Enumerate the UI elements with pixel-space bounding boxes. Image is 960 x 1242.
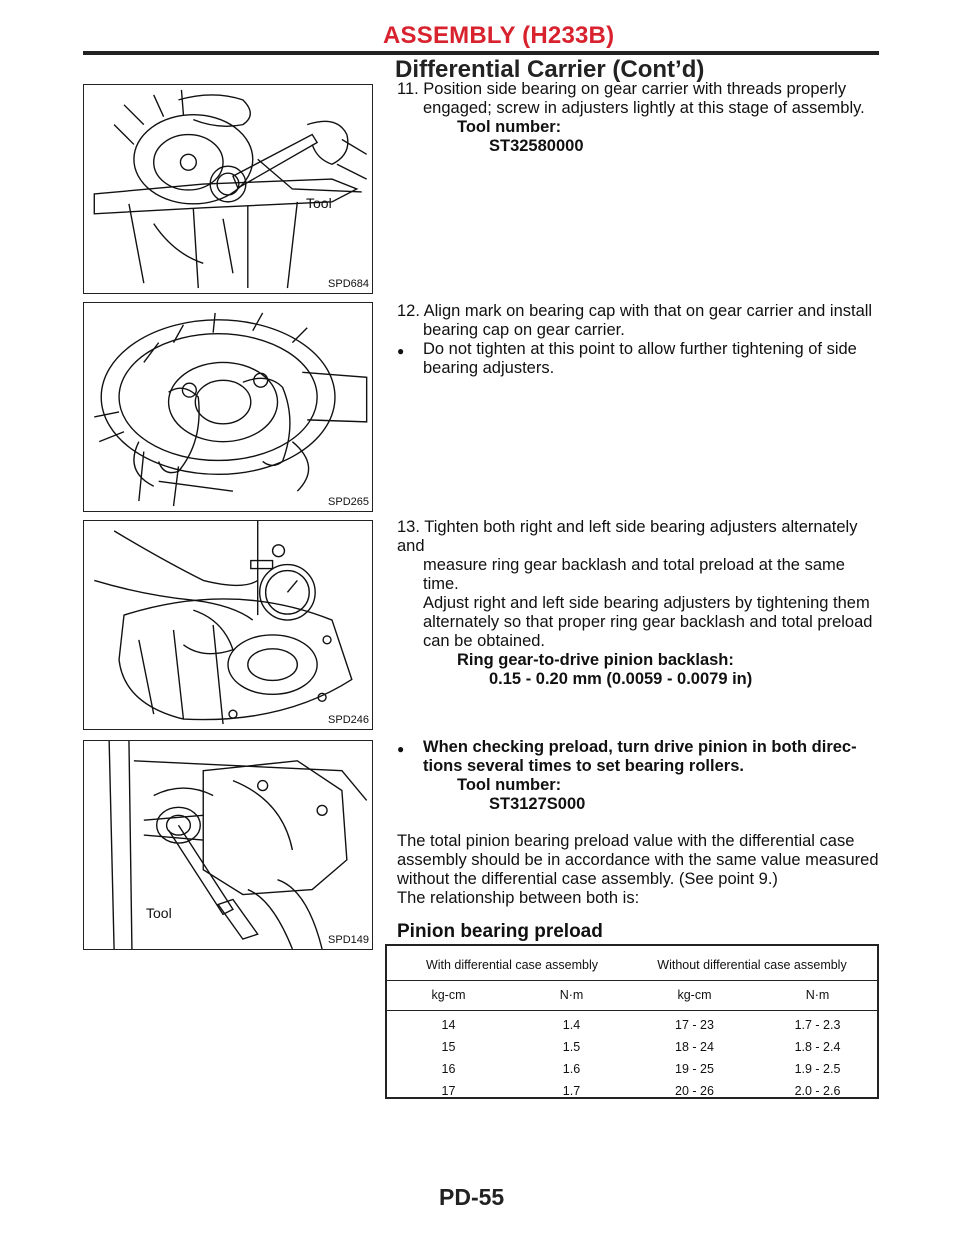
step-text: measure ring gear backlash and total preload at the same time. xyxy=(423,556,845,593)
preload-check xyxy=(397,738,881,814)
paragraph-text: assembly should be in accordance with the same value measured xyxy=(397,851,879,869)
paragraph-text: without the differential case assembly. (See point 9.) xyxy=(397,870,778,888)
note-text: tions several times to set bearing rollers. xyxy=(423,757,744,775)
illustration-bearing-cap xyxy=(84,303,372,511)
table-cell: 1.9 - 2.5 xyxy=(794,1062,841,1076)
table-unit-header: N·m xyxy=(805,988,830,1002)
tool-number: ST3127S000 xyxy=(489,795,586,813)
table-cell: 19 - 25 xyxy=(675,1062,714,1076)
note-text: Do not tighten at this point to allow further tightening of side xyxy=(423,340,857,358)
table-cell: 1.6 xyxy=(562,1062,581,1076)
table-unit-header: kg-cm xyxy=(677,988,712,1002)
table-cell: 15 xyxy=(441,1040,456,1054)
note-text: When checking preload, turn drive pinion in both direc- xyxy=(423,738,857,756)
figure-code: SPD684 xyxy=(328,278,369,290)
step-note xyxy=(397,340,881,378)
step-text: 11. Position side bearing on gear carrier with threads properly xyxy=(397,80,847,98)
tool-label: Tool xyxy=(146,905,172,921)
illustration-preload-gauge xyxy=(84,741,372,949)
note-text: bearing adjusters. xyxy=(423,359,555,377)
table-cell: 17 xyxy=(441,1084,456,1098)
table-cell: 2.0 - 2.6 xyxy=(794,1084,841,1098)
step-text: bearing cap on gear carrier. xyxy=(423,321,625,339)
table-cell: 14 xyxy=(441,1018,456,1032)
step-11 xyxy=(397,80,881,156)
table-group-header: Without differential case assembly xyxy=(657,958,847,972)
tool-heading: Tool number: xyxy=(457,118,562,136)
bullet-icon: ● xyxy=(397,742,405,756)
step-text: 12. Align mark on bearing cap with that on gear carrier and install xyxy=(397,302,873,320)
paragraph-text: The relationship between both is: xyxy=(397,889,640,907)
spec-heading: Ring gear-to-drive pinion backlash: xyxy=(457,651,734,669)
tool-heading: Tool number: xyxy=(457,776,562,794)
section-title: ASSEMBLY (H233B) xyxy=(383,22,615,49)
tool-label: Tool xyxy=(306,195,332,211)
table-cell: 1.5 xyxy=(562,1040,581,1054)
header-rule xyxy=(83,51,879,55)
table-unit-header: N·m xyxy=(559,988,584,1002)
figure-spd684 xyxy=(83,84,373,294)
illustration-side-bearing xyxy=(84,85,372,293)
table-cell: 18 - 24 xyxy=(675,1040,714,1054)
table-divider xyxy=(387,1010,877,1011)
table-divider xyxy=(387,980,877,981)
table-cell: 20 - 26 xyxy=(675,1084,714,1098)
table-cell: 16 xyxy=(441,1062,456,1076)
table-unit-header: kg-cm xyxy=(431,988,466,1002)
figure-code: SPD149 xyxy=(328,934,369,946)
table-cell: 1.4 xyxy=(562,1018,581,1032)
table-title: Pinion bearing preload xyxy=(397,921,603,942)
step-text: alternately so that proper ring gear backlash and total preload xyxy=(423,613,873,631)
preload-note xyxy=(397,738,881,776)
step-text: engaged; screw in adjusters lightly at this stage of assembly. xyxy=(423,99,865,117)
step-12 xyxy=(397,302,881,378)
relationship-paragraph xyxy=(397,832,881,908)
figure-code: SPD265 xyxy=(328,496,369,508)
table-cell: 1.7 xyxy=(562,1084,581,1098)
spec-value: 0.15 - 0.20 mm (0.0059 - 0.0079 in) xyxy=(489,670,753,688)
tool-number: ST32580000 xyxy=(489,137,584,155)
step-text: can be obtained. xyxy=(423,632,546,650)
table-cell: 1.7 - 2.3 xyxy=(794,1018,841,1032)
paragraph-text: The total pinion bearing preload value with the differential case xyxy=(397,832,855,850)
step-text: 13. Tighten both right and left side bearing adjusters alternately and xyxy=(397,518,858,555)
figure-spd246 xyxy=(83,520,373,730)
step-13 xyxy=(397,518,881,689)
page-number: PD-55 xyxy=(439,1184,505,1210)
table-cell: 1.8 - 2.4 xyxy=(794,1040,841,1054)
bullet-icon: ● xyxy=(397,344,405,358)
preload-table xyxy=(385,944,879,1099)
figure-spd265 xyxy=(83,302,373,512)
table-group-header: With differential case assembly xyxy=(425,958,599,972)
illustration-backlash-measure xyxy=(84,521,372,729)
step-text: Adjust right and left side bearing adjusters by tightening them xyxy=(423,594,870,612)
figure-spd149 xyxy=(83,740,373,950)
page-subtitle: Differential Carrier (Cont’d) xyxy=(395,56,705,83)
table-cell: 17 - 23 xyxy=(675,1018,714,1032)
figure-code: SPD246 xyxy=(328,714,369,726)
